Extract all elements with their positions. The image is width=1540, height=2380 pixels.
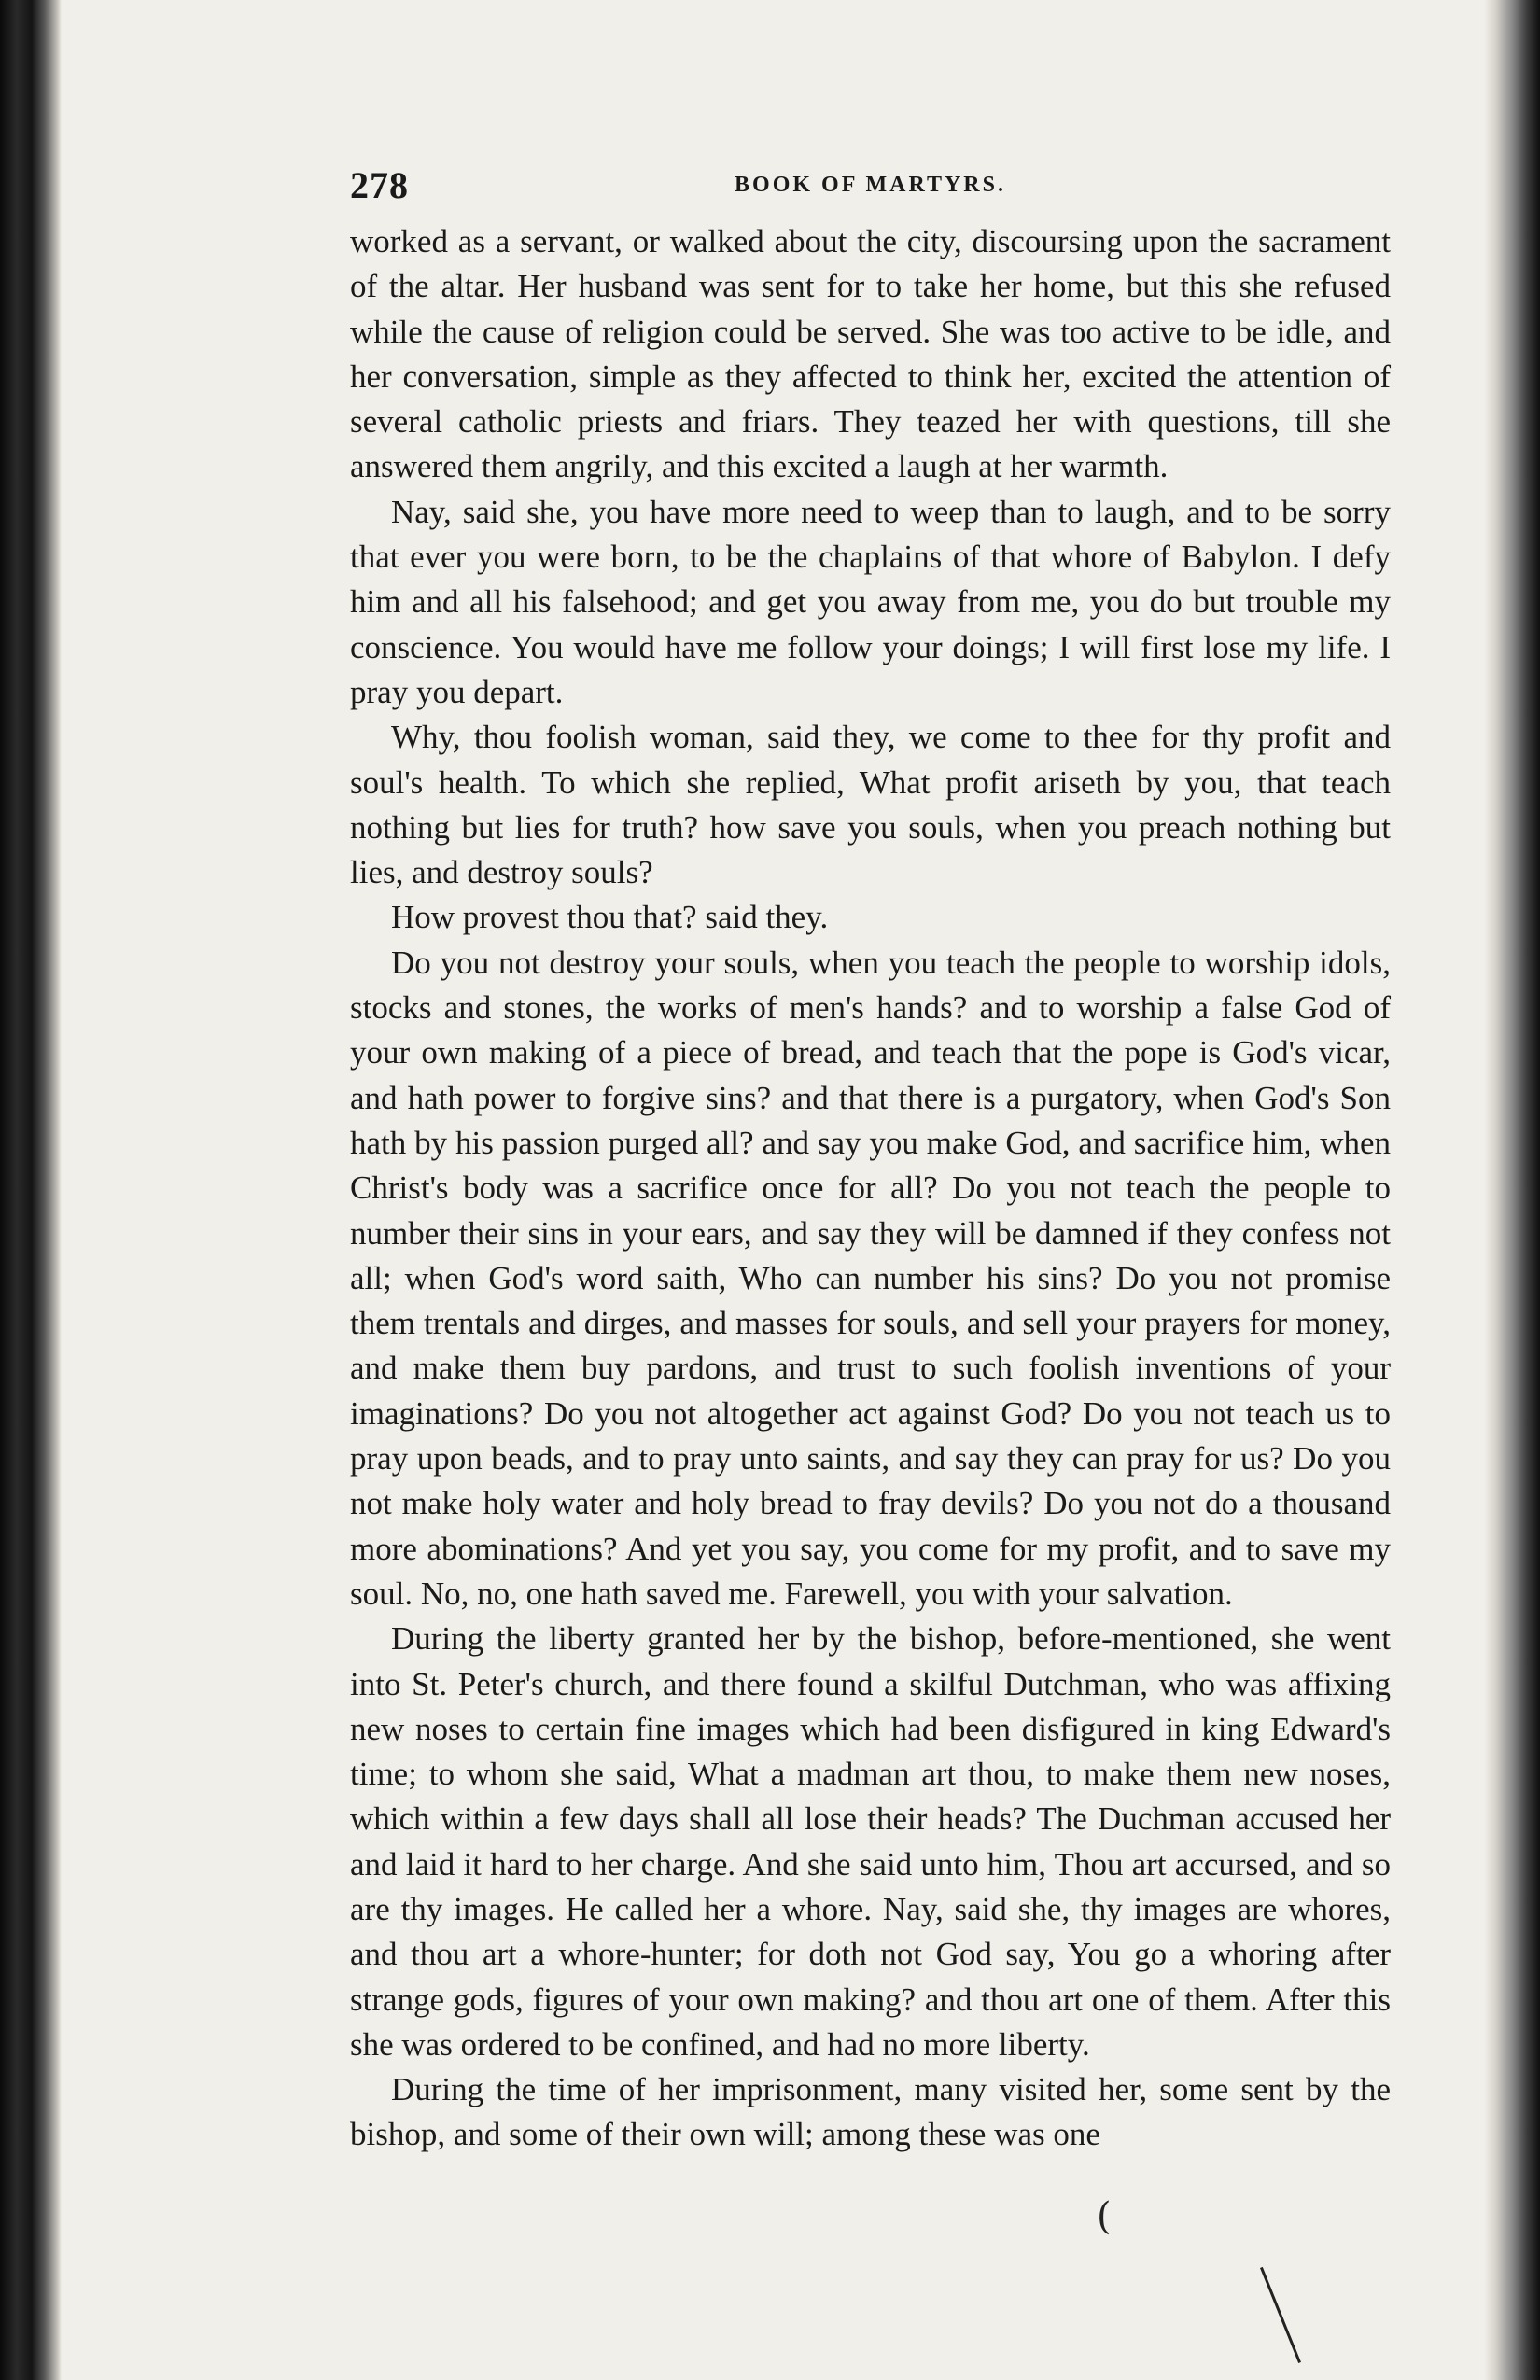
- paragraph: Why, thou foolish woman, said they, we come to thee for thy profit and soul's health. To which she replied, What profit ariseth by you, that teach nothing but lies for truth? how save you souls, when you preach nothing but lies, and destroy souls?: [350, 719, 1391, 891]
- body-text: [350, 219, 1391, 2158]
- paragraph: Do you not destroy your souls, when you teach the people to worship idols, stocks and stones, the works of men's hands? and to worship a false God of your own making of a piece of bread, and teach that the pope is God's vicar, and hath power to forgive sins? and that there is a purgatory, when God's Son hath by his passion purged all? and say you make God, and sacrifice him, when Christ's body was a sacrifice once for all? Do you not teach the people to number their sins in your ears, and say they will be damned if they confess not all; when God's word saith, Who can number his sins? Do you not promise them trentals and dirges, and masses for souls, and sell your prayers for money, and make them buy pardons, and trust to such foolish inventions of your imaginations? Do you not altogether act against God? Do you not teach us to pray upon beads, and to pray unto saints, and say they can pray for us? Do you not make holy water and holy bread to fray devils? Do you not do a thousand more abominations? And yet you say, you come for my profit, and to save my soul. No, no, one hath saved me. Farewell, you with your salvation.: [350, 944, 1391, 1612]
- running-head: BOOK OF MARTYRS.: [735, 173, 1006, 197]
- paragraph: worked as a servant, or walked about the city, discoursing upon the sacrament of the altar. Her husband was sent for to take her home, but this she refused while the cause of religion could be served. She was too active to be idle, and her conversation, simple as they affected to think her, excited the attention of several catholic priests and friars. They teazed her with questions, till she answered them angrily, and this excited a laugh at her warmth.: [350, 223, 1391, 485]
- page-header: [350, 163, 1391, 219]
- scan-edge-right: [1484, 0, 1540, 2380]
- paragraph: Nay, said she, you have more need to weep than to laugh, and to be sorry that ever you were born, to be the chaplains of that whore of Babylon. I defy him and all his falsehood; and get you away from me, you do but trouble my conscience. You would have me follow your doings; I will first lose my life. I pray you depart.: [350, 493, 1391, 710]
- paragraph: During the liberty granted her by the bishop, before-mentioned, she went into St. Peter's church, and there found a skilful Dutchman, who was affixing new noses to certain fine images which had been disfigured in king Edward's time; to whom she said, What a madman art thou, to make them new noses, which within a few days shall all lose their heads? The Duchman accused her and laid it hard to her charge. And she said unto him, Thou art accursed, and so are thy images. He called her a whore. Nay, said she, thy images are whores, and thou art a whore-hunter; for doth not God say, You go a whoring after strange gods, figures of your own making? and thou art one of them. After this she was ordered to be confined, and had no more liberty.: [350, 1620, 1391, 2063]
- stray-slash-mark: [1260, 2267, 1301, 2363]
- scan-edge-left: [0, 0, 62, 2380]
- page-number: 278: [350, 164, 409, 206]
- paragraph: During the time of her imprisonment, many visited her, some sent by the bishop, and some of their own will; among these was one: [350, 2071, 1391, 2153]
- stray-pen-mark: (: [1097, 2195, 1112, 2238]
- paragraph: How provest thou that? said they.: [391, 899, 829, 936]
- book-page: [350, 163, 1391, 2158]
